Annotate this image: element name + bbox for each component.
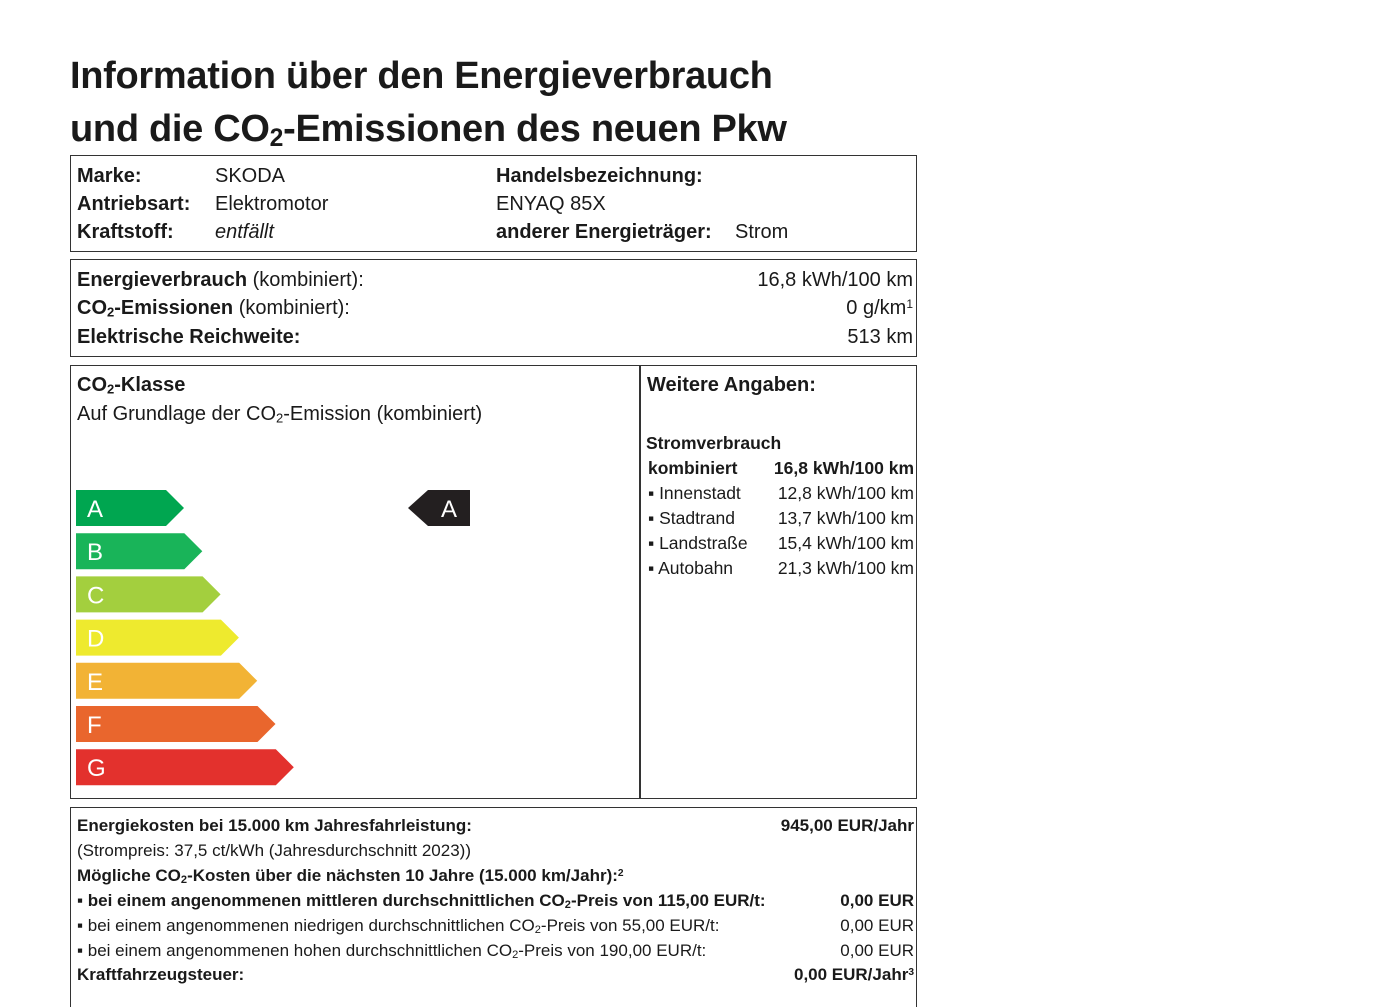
energy-consumption-value: 16,8 kWh/100 km: [757, 269, 913, 291]
low-co2-price-value: 0,00 EUR: [840, 916, 914, 935]
possible-co2-text: Mögliche CO: [77, 866, 181, 885]
co2-emissions-value: [846, 294, 913, 322]
consumption-row-label: ▪ Autobahn: [648, 558, 734, 578]
possible-co2-subscript: 2: [180, 874, 188, 887]
title-co2-text: und die CO: [70, 108, 270, 150]
co2-class-bar-letter: F: [87, 712, 102, 739]
co2-class-bar-b: [76, 533, 202, 569]
co2-text: CO: [77, 297, 107, 319]
consumption-row-value: 21,3 kWh/100 km: [777, 558, 914, 578]
co2-class-bar-letter: G: [87, 755, 106, 783]
mid-co2-rest: -Preis von 115,00 EUR/t:: [570, 891, 766, 910]
co2-class-bar-letter: C: [87, 582, 105, 610]
co2-emissions-word: -Emissionen: [114, 297, 234, 319]
co2-class-scale: [76, 490, 306, 788]
drive-type-label: Antriebsart:: [77, 193, 191, 215]
consumption-row-value: 12,8 kWh/100 km: [777, 483, 914, 503]
electric-range-label: Elektrische Reichweite:: [77, 326, 301, 348]
co2-class-bar-c: [76, 576, 221, 612]
mid-co2-text: ▪ bei einem angenommenen mittleren durchschnittlichen CO: [77, 891, 565, 910]
co2-class-bar-shape: [76, 706, 276, 742]
co2-emissions-label: [77, 294, 350, 322]
consumption-row-label: ▪ Stadtrand: [648, 508, 735, 528]
electric-range-value: 513 km: [847, 326, 913, 348]
vehicle-tax-footnote: 3: [908, 966, 914, 978]
co2-class-indicator: [405, 490, 475, 530]
vehicle-tax-value: [794, 962, 914, 987]
title-line-2-rest: -Emissionen des neuen Pkw: [283, 108, 787, 150]
combined-label: kombiniert: [648, 458, 738, 478]
co2-class-bar-shape: [76, 663, 257, 699]
consumption-row-value: 15,4 kWh/100 km: [777, 533, 914, 553]
co2-class-bar-letter: A: [87, 496, 104, 523]
possible-co2-rest: -Kosten über die nächsten 10 Jahre (15.000 km/Jahr):: [187, 866, 618, 885]
vehicle-tax-text: 0,00 EUR/Jahr: [793, 965, 909, 984]
consumption-row-label: ▪ Innenstadt: [648, 483, 741, 503]
mid-co2-subscript: 2: [564, 899, 571, 912]
high-co2-rest: -Preis von 190,00 EUR/t:: [518, 941, 707, 960]
title-line-2: [70, 103, 970, 156]
co2-class-heading-subscript: 2: [107, 381, 115, 397]
co2-footnote: 1: [906, 297, 913, 311]
co2-value-text: 0 g/km: [846, 297, 907, 319]
title-line-1: Information über den Energieverbrauch: [70, 55, 773, 97]
co2-subscript: 2: [107, 304, 115, 320]
active-class-arrow: [408, 490, 470, 526]
vertical-divider: [639, 365, 641, 799]
possible-co2-costs-label: [77, 863, 624, 888]
co2-class-bar-letter: B: [87, 539, 104, 567]
combined-value: 16,8 kWh/100 km: [773, 458, 914, 478]
brand-label: Marke:: [77, 165, 142, 187]
co2-class-bar-shape: [76, 749, 294, 785]
energy-consumption-suffix: (kombiniert):: [247, 269, 364, 291]
co2-emissions-bold: [77, 297, 233, 319]
power-consumption-heading: Stromverbrauch: [646, 433, 782, 453]
co2-class-heading: [77, 371, 185, 399]
co2-class-bar-a: [76, 490, 184, 526]
co2-class-subheading-rest: -Emission (kombiniert): [283, 403, 483, 425]
co2-class-bar-f: [76, 706, 276, 742]
energy-consumption-bold: Energieverbrauch: [77, 269, 248, 291]
low-co2-text: ▪ bei einem angenommenen niedrigen durchschnittlichen CO: [77, 916, 535, 935]
other-energy-value: Strom: [735, 221, 789, 243]
co2-class-bar-e: [76, 663, 257, 699]
energy-costs-label: Energiekosten bei 15.000 km Jahresfahrleistung:: [77, 816, 472, 835]
fuel-value: entfällt: [215, 221, 274, 243]
title-co2-subscript: 2: [269, 124, 284, 152]
trade-name-value: ENYAQ 85X: [496, 193, 606, 215]
consumption-row-value: 13,7 kWh/100 km: [777, 508, 914, 528]
fuel-label: Kraftstoff:: [77, 221, 174, 243]
low-co2-rest: -Preis von 55,00 EUR/t:: [540, 916, 720, 935]
co2-emissions-suffix: (kombiniert):: [233, 297, 350, 319]
other-energy-label: anderer Energieträger:: [496, 221, 712, 243]
co2-class-subheading-subscript: 2: [276, 410, 284, 426]
co2-class-heading-rest: -Klasse: [114, 374, 186, 396]
high-co2-subscript: 2: [512, 949, 519, 962]
high-co2-price-value: 0,00 EUR: [840, 941, 914, 960]
energy-consumption-label: [77, 266, 364, 294]
vehicle-info-box: [70, 155, 917, 252]
co2-class-subheading: [77, 400, 482, 428]
high-co2-price-label: [77, 938, 706, 963]
brand-value: SKODA: [215, 165, 286, 187]
power-price-note: (Strompreis: 37,5 ct/kWh (Jahresdurchschnitt 2023)): [77, 841, 471, 860]
low-co2-price-label: [77, 913, 719, 938]
consumption-row-label: ▪ Landstraße: [648, 533, 748, 553]
co2-class-bar-letter: D: [87, 625, 105, 653]
active-class-letter: A: [441, 496, 458, 523]
co2-class-bar-letter: E: [87, 668, 104, 696]
co2-class-bar-g: [76, 749, 294, 785]
co2-class-heading-text: CO: [77, 374, 107, 396]
further-info-heading: Weitere Angaben:: [647, 374, 816, 396]
high-co2-text: ▪ bei einem angenommenen hohen durchschnittlichen CO: [77, 941, 513, 960]
possible-co2-footnote: 2: [617, 867, 624, 879]
page-title: [70, 50, 970, 156]
trade-name-label: Handelsbezeichnung:: [496, 165, 703, 187]
drive-type-value: Elektromotor: [215, 193, 329, 215]
energy-costs-value: 945,00 EUR/Jahr: [780, 816, 914, 835]
mid-co2-price-value: 0,00 EUR: [840, 891, 914, 910]
co2-class-subheading-text: Auf Grundlage der CO: [77, 403, 276, 425]
low-co2-subscript: 2: [534, 924, 541, 937]
vehicle-tax-label: Kraftfahrzeugsteuer:: [77, 965, 245, 984]
mid-co2-price-label: [77, 888, 766, 913]
co2-class-bar-d: [76, 620, 239, 656]
